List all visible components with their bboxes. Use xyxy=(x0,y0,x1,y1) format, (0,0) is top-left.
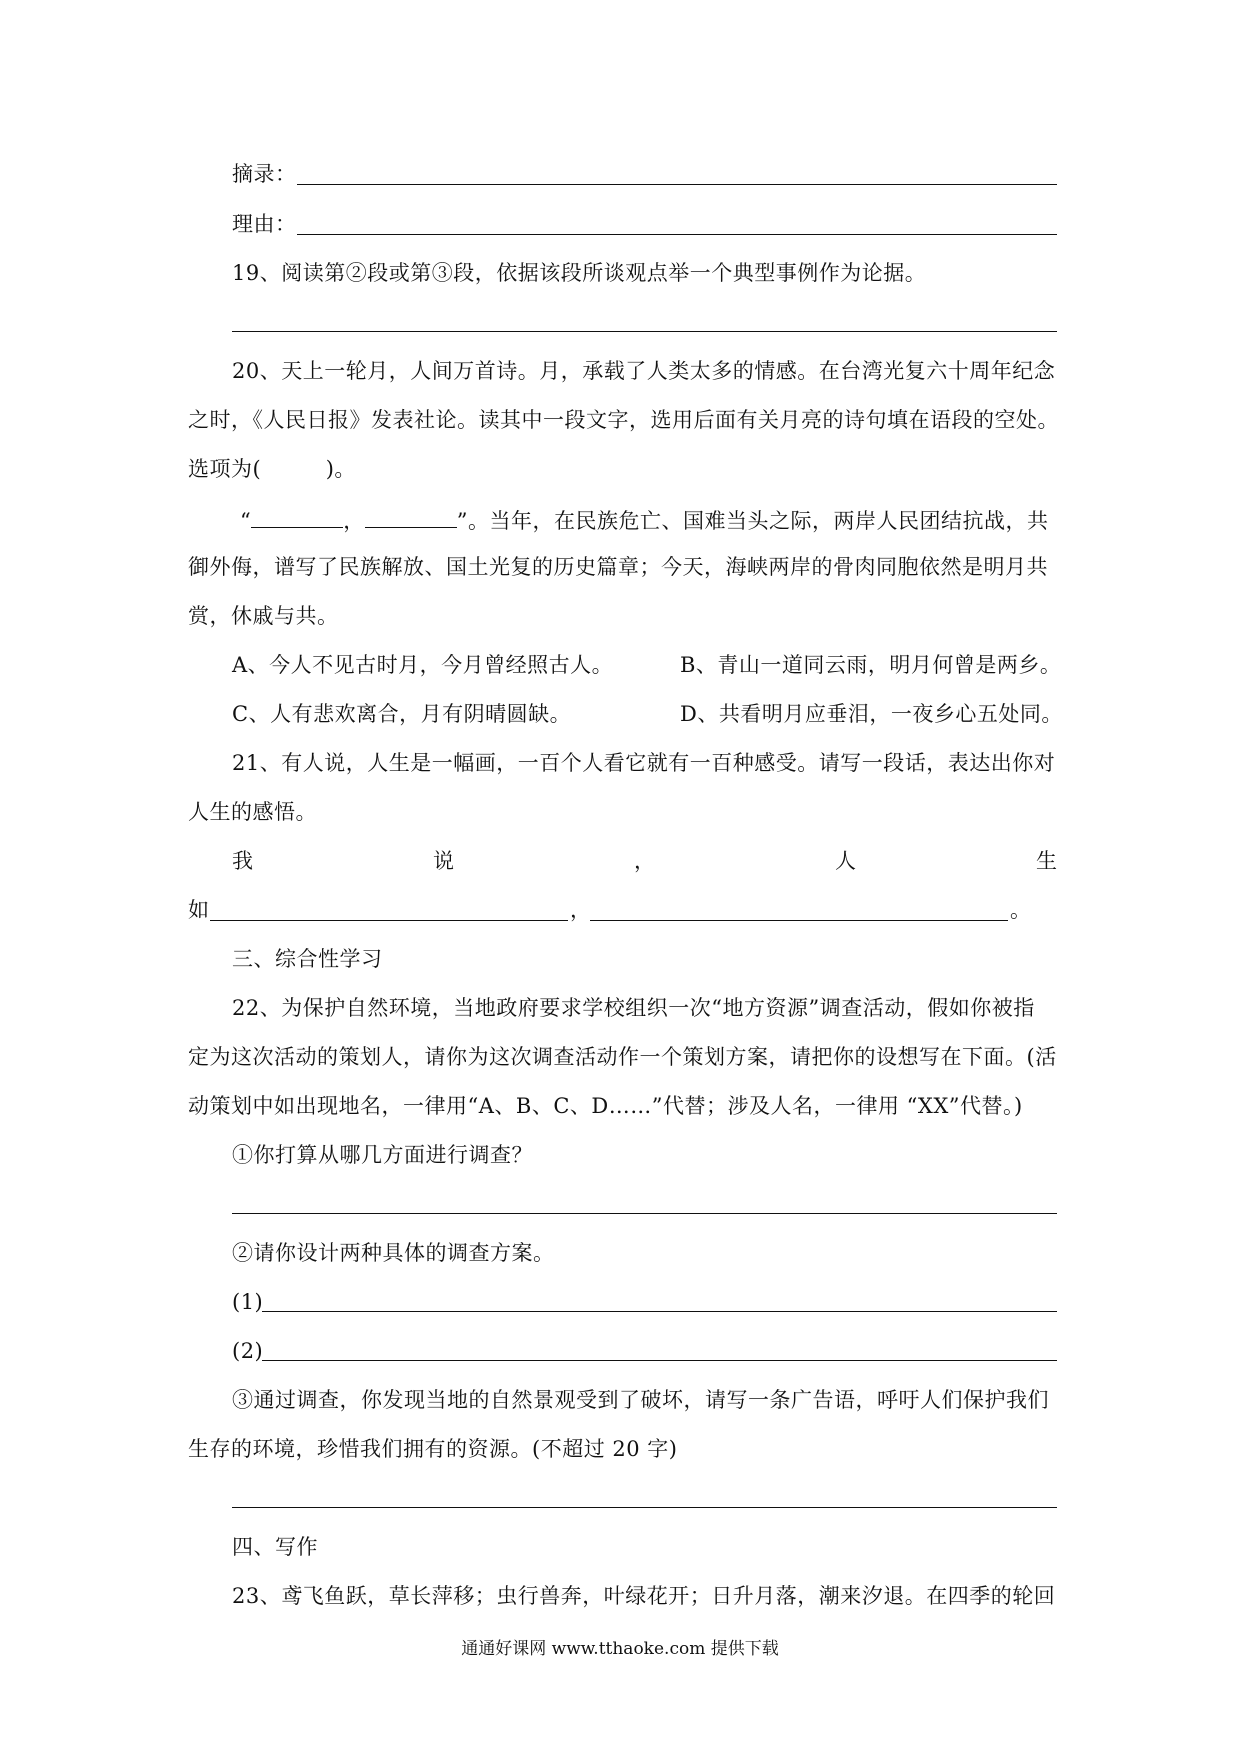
section-3-title: 三、综合性学习 xyxy=(232,947,383,971)
question-22-line3: 动策划中如出现地名，一律用“A、B、C、D……”代替；涉及人名，一律用 “XX”代替。) xyxy=(188,1094,1023,1118)
quote-blank-1[interactable] xyxy=(251,503,343,528)
option-c: C、人有悲欢离合，月有阴晴圆缺。 xyxy=(232,702,572,726)
spread-char-4: 人 xyxy=(835,849,856,873)
section-4-title: 四、写作 xyxy=(232,1535,318,1559)
spread-char-1: 我 xyxy=(232,849,253,873)
q22-sub1-answer-line[interactable] xyxy=(232,1213,1057,1214)
quote-comma: ， xyxy=(343,509,365,533)
spread-char-5: 生 xyxy=(1036,849,1057,873)
question-20-line1: 20、天上一轮月，人间万首诗。月，承载了人类太多的情感。在台湾光复六十周年纪念 xyxy=(232,359,1056,383)
question-22-line1: 22、为保护自然环境，当地政府要求学校组织一次“地方资源”调查活动，假如你被指 xyxy=(232,996,1035,1020)
q22-item2-answer-line[interactable] xyxy=(262,1360,1057,1361)
q21-spread-line xyxy=(232,846,1057,876)
q21-blank-1[interactable] xyxy=(210,920,568,921)
reason-label: 理由： xyxy=(232,212,297,236)
option-b: B、青山一道同云雨，明月何曾是两乡。 xyxy=(680,653,1062,677)
excerpt-label: 摘录： xyxy=(232,162,297,186)
q19-answer-line[interactable] xyxy=(232,331,1057,332)
question-21-line2: 人生的感悟。 xyxy=(188,800,317,824)
q22-sub3-answer-line[interactable] xyxy=(232,1507,1057,1508)
q22-item1-label: (1) xyxy=(232,1290,264,1314)
question-20-quote-line xyxy=(240,503,1048,536)
reason-answer-line[interactable] xyxy=(297,234,1057,235)
question-20-line6: 赏，休戚与共。 xyxy=(188,604,339,628)
question-20-line5: 御外侮，谱写了民族解放、国土光复的历史篇章；今天，海峡两岸的骨肉同胞依然是明月共 xyxy=(188,555,1048,579)
q22-sub3-line2: 生存的环境，珍惜我们拥有的资源。(不超过 20 字) xyxy=(188,1437,678,1461)
q22-sub1: ①你打算从哪几方面进行调查？ xyxy=(232,1143,533,1167)
q21-comma: ， xyxy=(570,898,592,922)
option-d: D、共看明月应垂泪，一夜乡心五处同。 xyxy=(680,702,1063,726)
question-19: 19、阅读第②段或第③段，依据该段所谈观点举一个典型事例作为论据。 xyxy=(232,261,927,285)
quote-rest: ”。当年，在民族危亡、国难当头之际，两岸人民团结抗战，共 xyxy=(456,509,1049,533)
q22-item1-answer-line[interactable] xyxy=(262,1311,1057,1312)
spread-char-2: 说 xyxy=(433,849,454,873)
spread-char-3: ， xyxy=(634,849,655,873)
question-20-line2: 之时，《人民日报》发表社论。读其中一段文字，选用后面有关月亮的诗句填在语段的空处。 xyxy=(188,408,1059,432)
q21-period: 。 xyxy=(1010,898,1032,922)
q22-sub2: ②请你设计两种具体的调查方案。 xyxy=(232,1241,555,1265)
excerpt-answer-line[interactable] xyxy=(297,184,1057,185)
question-22-line2: 定为这次活动的策划人，请你为这次调查活动作一个策划方案，请把你的设想写在下面。(活 xyxy=(188,1045,1057,1069)
question-21-line1: 21、有人说，人生是一幅画，一百个人看它就有一百种感受。请写一段话，表达出你对 xyxy=(232,751,1056,775)
q21-ru-label: 如 xyxy=(188,898,210,922)
option-a: A、今人不见古时月，今月曾经照古人。 xyxy=(232,653,614,677)
q22-sub3-line1: ③通过调查，你发现当地的自然景观受到了破坏，请写一条广告语，呼吁人们保护我们 xyxy=(232,1388,1049,1412)
quote-open: “ xyxy=(240,509,252,533)
quote-blank-2[interactable] xyxy=(365,503,457,528)
q21-blank-2[interactable] xyxy=(590,920,1008,921)
question-20-line3: 选项为( )。 xyxy=(188,457,356,481)
question-23-line1: 23、鸢飞鱼跃，草长萍移；虫行兽奔，叶绿花开；日升月落，潮来汐退。在四季的轮回 xyxy=(232,1584,1056,1608)
q22-item2-label: (2) xyxy=(232,1339,264,1363)
page-footer: 通通好课网 www.tthaoke.com 提供下载 xyxy=(461,1639,779,1659)
